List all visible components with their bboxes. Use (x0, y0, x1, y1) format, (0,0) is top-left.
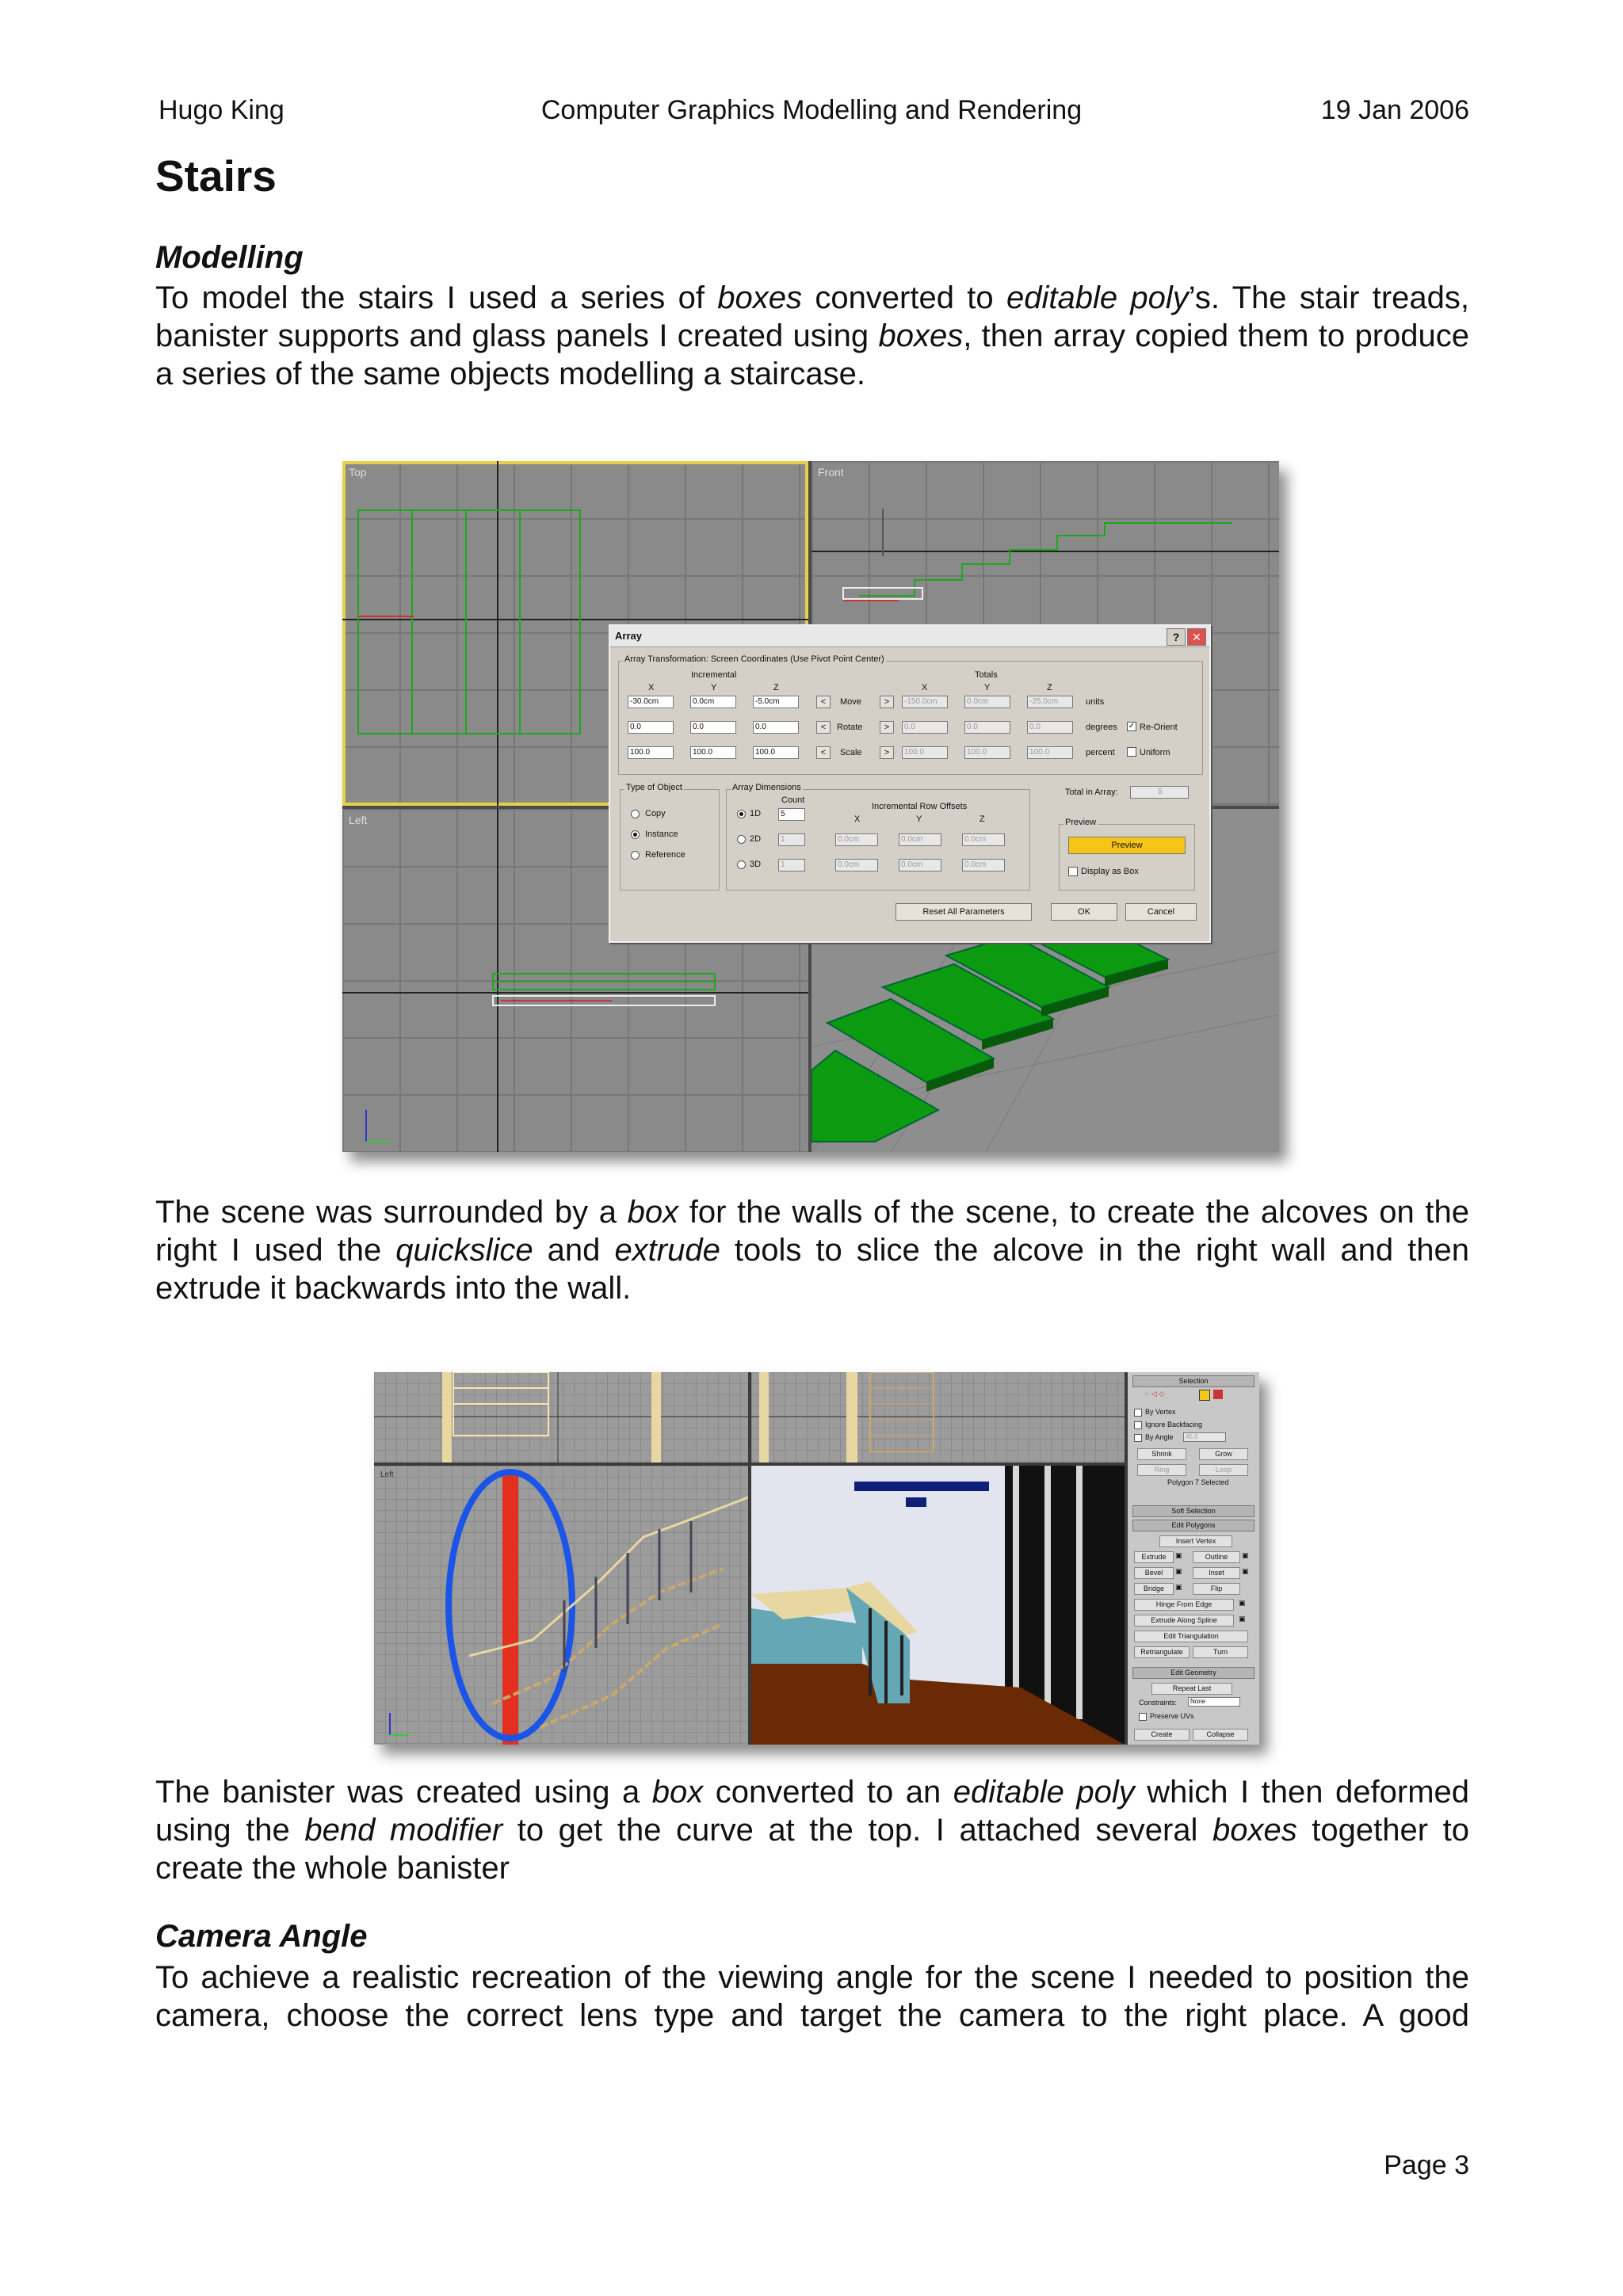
viewport-left-small[interactable] (374, 1466, 748, 1745)
by-vertex-label: By Vertex (1145, 1408, 1176, 1416)
scale-inc-y[interactable]: 100.0 (690, 746, 736, 759)
viewport-front-label: Front (818, 466, 844, 479)
move-unit: units (1086, 697, 1105, 707)
move-inc-y[interactable]: 0.0cm (690, 696, 736, 708)
scene-paragraph: The scene was surrounded by a box for the walls of the scene, to create the alcoves on the right I used the quickslice and extrude tools to slice the alcove in the right wall and then extrude it backwards into the wall. (155, 1195, 1470, 1306)
soft-selection-rollout[interactable]: Soft Selection (1132, 1505, 1254, 1517)
rotate-label: Rotate (837, 723, 863, 732)
dim-1d-label: 1D (750, 809, 762, 818)
cancel-button[interactable]: Cancel (1125, 903, 1197, 921)
edit-triangulation-button[interactable]: Edit Triangulation (1134, 1630, 1248, 1642)
by-angle-label: By Angle (1145, 1433, 1174, 1441)
dim-1d-radio[interactable] (737, 810, 746, 818)
hinge-from-edge-button[interactable]: Hinge From Edge (1134, 1599, 1234, 1611)
reset-all-parameters-button[interactable]: Reset All Parameters (896, 903, 1032, 921)
ok-button[interactable]: OK (1051, 903, 1117, 921)
dim-3d-y[interactable]: 0.0cm (899, 859, 941, 871)
rotate-right-arrow-icon[interactable]: > (880, 721, 894, 734)
inc-axis-y: Y (711, 683, 717, 692)
inset-button[interactable]: Inset (1193, 1567, 1240, 1579)
dim-1d-count[interactable]: 5 (778, 808, 805, 821)
offset-axis-z: Z (980, 814, 985, 824)
type-of-object-label: Type of Object (626, 783, 682, 792)
constraints-select[interactable]: None (1188, 1697, 1240, 1707)
dim-3d-x[interactable]: 0.0cm (835, 859, 878, 871)
copy-label: Copy (645, 809, 666, 818)
spline-settings-icon[interactable]: ▣ (1239, 1615, 1246, 1623)
grow-button[interactable]: Grow (1199, 1448, 1248, 1460)
bevel-settings-icon[interactable]: ▣ (1175, 1567, 1182, 1575)
camera-angle-heading: Camera Angle (155, 1919, 368, 1954)
offset-axis-x: X (854, 814, 861, 824)
ignore-backfacing-checkbox[interactable] (1134, 1421, 1142, 1429)
scale-tot-z[interactable]: 100.0 (1027, 746, 1073, 759)
move-right-arrow-icon[interactable]: > (880, 696, 894, 708)
inc-axis-z: Z (773, 683, 779, 692)
uniform-label: Uniform (1140, 748, 1170, 757)
total-in-array-label: Total in Array: (1065, 788, 1118, 797)
collapse-button[interactable]: Collapse (1193, 1729, 1248, 1741)
create-button[interactable]: Create (1134, 1729, 1190, 1741)
array-dialog-titlebar[interactable] (610, 626, 1209, 647)
camera-render (751, 1466, 1125, 1745)
dim-3d-count[interactable]: 1 (778, 859, 805, 871)
reference-label: Reference (645, 850, 685, 860)
dim-2d-z[interactable]: 0.0cm (962, 833, 1005, 846)
viewport-top-label: Top (349, 466, 367, 479)
selection-status: Polygon 7 Selected (1167, 1478, 1229, 1486)
selection-rollout[interactable]: Selection (1132, 1375, 1254, 1387)
close-icon[interactable]: ✕ (1187, 628, 1206, 646)
outline-settings-icon[interactable]: ▣ (1242, 1551, 1249, 1559)
figure-array-dialog (342, 461, 1279, 1152)
totals-label: Totals (975, 670, 998, 680)
top-small-wireframe (374, 1372, 748, 1463)
by-angle-checkbox[interactable] (1134, 1434, 1142, 1442)
element-icon[interactable] (1213, 1390, 1223, 1399)
shrink-button[interactable]: Shrink (1137, 1448, 1186, 1460)
page-number: Page 3 (1384, 2150, 1469, 2180)
rotate-inc-z[interactable]: 0.0 (753, 721, 799, 734)
viewport-camera[interactable] (751, 1466, 1125, 1745)
display-as-box-checkbox[interactable] (1068, 867, 1078, 876)
re-orient-checkbox[interactable]: ✓ (1128, 722, 1136, 730)
viewport-left-label: Left (349, 814, 368, 826)
total-in-array-value: 5 (1130, 786, 1189, 799)
retriangulate-button[interactable]: Retriangulate (1134, 1646, 1190, 1658)
inset-settings-icon[interactable]: ▣ (1242, 1567, 1249, 1575)
rotate-tot-y[interactable]: 0.0 (964, 721, 1010, 734)
move-inc-z[interactable]: -5.0cm (753, 696, 799, 708)
scale-unit: percent (1086, 748, 1115, 757)
rotate-left-arrow-icon[interactable]: < (816, 721, 831, 734)
ring-button[interactable]: Ring (1137, 1464, 1186, 1476)
header-author: Hugo King (158, 95, 285, 125)
header-course: Computer Graphics Modelling and Rendering (540, 95, 1083, 125)
array-dialog (609, 624, 1211, 943)
move-inc-x[interactable]: -30.0cm (628, 696, 674, 708)
outline-button[interactable]: Outline (1193, 1551, 1240, 1563)
dim-2d-label: 2D (750, 834, 762, 844)
by-vertex-checkbox[interactable] (1134, 1409, 1142, 1417)
edit-polygons-rollout[interactable]: Edit Polygons (1132, 1520, 1254, 1531)
extrude-along-spline-button[interactable]: Extrude Along Spline (1134, 1615, 1234, 1627)
by-angle-field[interactable]: 45.0 (1183, 1432, 1226, 1442)
dim-3d-z[interactable]: 0.0cm (962, 859, 1005, 871)
extrude-settings-icon[interactable]: ▣ (1175, 1551, 1182, 1559)
preview-button[interactable]: Preview (1068, 837, 1186, 854)
scale-inc-x[interactable]: 100.0 (628, 746, 674, 759)
viewport-left-small-label: Left (380, 1470, 394, 1479)
rotate-inc-y[interactable]: 0.0 (690, 721, 736, 734)
constraints-label: Constraints: (1139, 1699, 1178, 1707)
bridge-button[interactable]: Bridge (1134, 1583, 1174, 1595)
rotate-unit: degrees (1086, 723, 1117, 732)
edit-geometry-rollout[interactable]: Edit Geometry (1132, 1667, 1254, 1679)
page-title: Stairs (155, 151, 277, 200)
array-dimensions-label: Array Dimensions (732, 783, 801, 792)
vertex-icon[interactable]: ⁘ ◁ ◇ (1144, 1390, 1165, 1398)
re-orient-label: Re-Orient (1140, 723, 1178, 732)
bevel-button[interactable]: Bevel (1134, 1567, 1174, 1579)
tot-axis-x: X (922, 683, 928, 692)
bridge-settings-icon[interactable]: ▣ (1175, 1583, 1182, 1591)
hinge-settings-icon[interactable]: ▣ (1239, 1599, 1246, 1607)
scale-tot-x[interactable]: 100.0 (902, 746, 948, 759)
banister-paragraph: The banister was created using a box converted to an editable poly which I then deformed using the bend modifier to get the curve at the top. I attached several boxes together to create the whole banister (155, 1775, 1470, 1886)
offset-axis-y: Y (916, 814, 922, 824)
turn-button[interactable]: Turn (1193, 1646, 1248, 1658)
extrude-button[interactable]: Extrude (1134, 1551, 1174, 1563)
preview-group (1059, 824, 1195, 891)
front-small-wireframe (751, 1372, 1125, 1463)
loop-button[interactable]: Loop (1199, 1464, 1248, 1476)
inc-axis-x: X (648, 683, 655, 692)
copy-radio[interactable] (631, 810, 640, 818)
repeat-last-button[interactable]: Repeat Last (1151, 1683, 1232, 1695)
scale-left-arrow-icon[interactable]: < (816, 746, 831, 759)
move-tot-y[interactable]: 0.0cm (964, 696, 1010, 708)
scale-right-arrow-icon[interactable]: > (880, 746, 894, 759)
modelling-paragraph: To model the stairs I used a series of boxes converted to editable poly’s. The stair treads, banister supports and glass panels I created using boxes, then array copied them to produce a series of the same objects modelling a staircase. (155, 280, 1470, 391)
insert-vertex-button[interactable]: Insert Vertex (1159, 1535, 1232, 1547)
dim-3d-label: 3D (750, 860, 762, 869)
display-as-box-label: Display as Box (1081, 867, 1139, 876)
uniform-checkbox[interactable] (1127, 747, 1136, 757)
instance-radio[interactable] (631, 830, 640, 839)
scale-tot-y[interactable]: 100.0 (964, 746, 1010, 759)
tot-axis-z: Z (1047, 683, 1052, 692)
command-panel (1128, 1372, 1259, 1745)
left-small-wireframe (374, 1466, 748, 1745)
camera-angle-paragraph: To achieve a realistic recreation of the viewing angle for the scene I needed to position the camera, choose the correct lens type and target the camera to the right place. A good (155, 1960, 1469, 2033)
move-tot-z[interactable]: -25.0cm (1027, 696, 1073, 708)
reference-radio[interactable] (631, 851, 640, 860)
dim-2d-count[interactable]: 1 (778, 833, 805, 846)
preview-group-label: Preview (1065, 818, 1097, 827)
move-left-arrow-icon[interactable]: < (816, 696, 831, 708)
viewport-front-small[interactable] (751, 1372, 1125, 1463)
move-tot-x[interactable]: -150.0cm (902, 696, 948, 708)
preserve-uvs-label: Preserve UVs (1150, 1712, 1194, 1720)
scale-label: Scale (840, 748, 862, 757)
rotate-inc-x[interactable]: 0.0 (628, 721, 674, 734)
array-dialog-title: Array (615, 630, 642, 642)
dim-3d-radio[interactable] (737, 860, 746, 869)
rotate-tot-z[interactable]: 0.0 (1027, 721, 1073, 734)
dim-2d-y[interactable]: 0.0cm (899, 833, 941, 846)
tot-axis-y: Y (984, 683, 991, 692)
count-label: Count (781, 795, 805, 805)
instance-label: Instance (645, 830, 678, 839)
viewport-top-small[interactable] (374, 1372, 748, 1463)
dim-2d-radio[interactable] (737, 835, 746, 844)
ignore-backfacing-label: Ignore Backfacing (1145, 1421, 1203, 1428)
preserve-uvs-checkbox[interactable] (1139, 1713, 1147, 1721)
array-transformation-label: Array Transformation: Screen Coordinates (Use Pivot Point Center) (624, 654, 884, 664)
move-label: Move (840, 697, 861, 707)
incremental-label: Incremental (691, 670, 737, 680)
rotate-tot-x[interactable]: 0.0 (902, 721, 948, 734)
help-icon[interactable]: ? (1167, 628, 1186, 646)
flip-button[interactable]: Flip (1193, 1583, 1240, 1595)
type-of-object-group (620, 789, 720, 891)
row-offsets-label: Incremental Row Offsets (872, 802, 968, 811)
dim-2d-x[interactable]: 0.0cm (835, 833, 878, 846)
figure-banister-editor (374, 1372, 1259, 1745)
modelling-heading: Modelling (155, 240, 304, 275)
header-date: 19 Jan 2006 (1320, 95, 1469, 125)
polygon-icon[interactable] (1199, 1390, 1210, 1401)
scale-inc-z[interactable]: 100.0 (753, 746, 799, 759)
